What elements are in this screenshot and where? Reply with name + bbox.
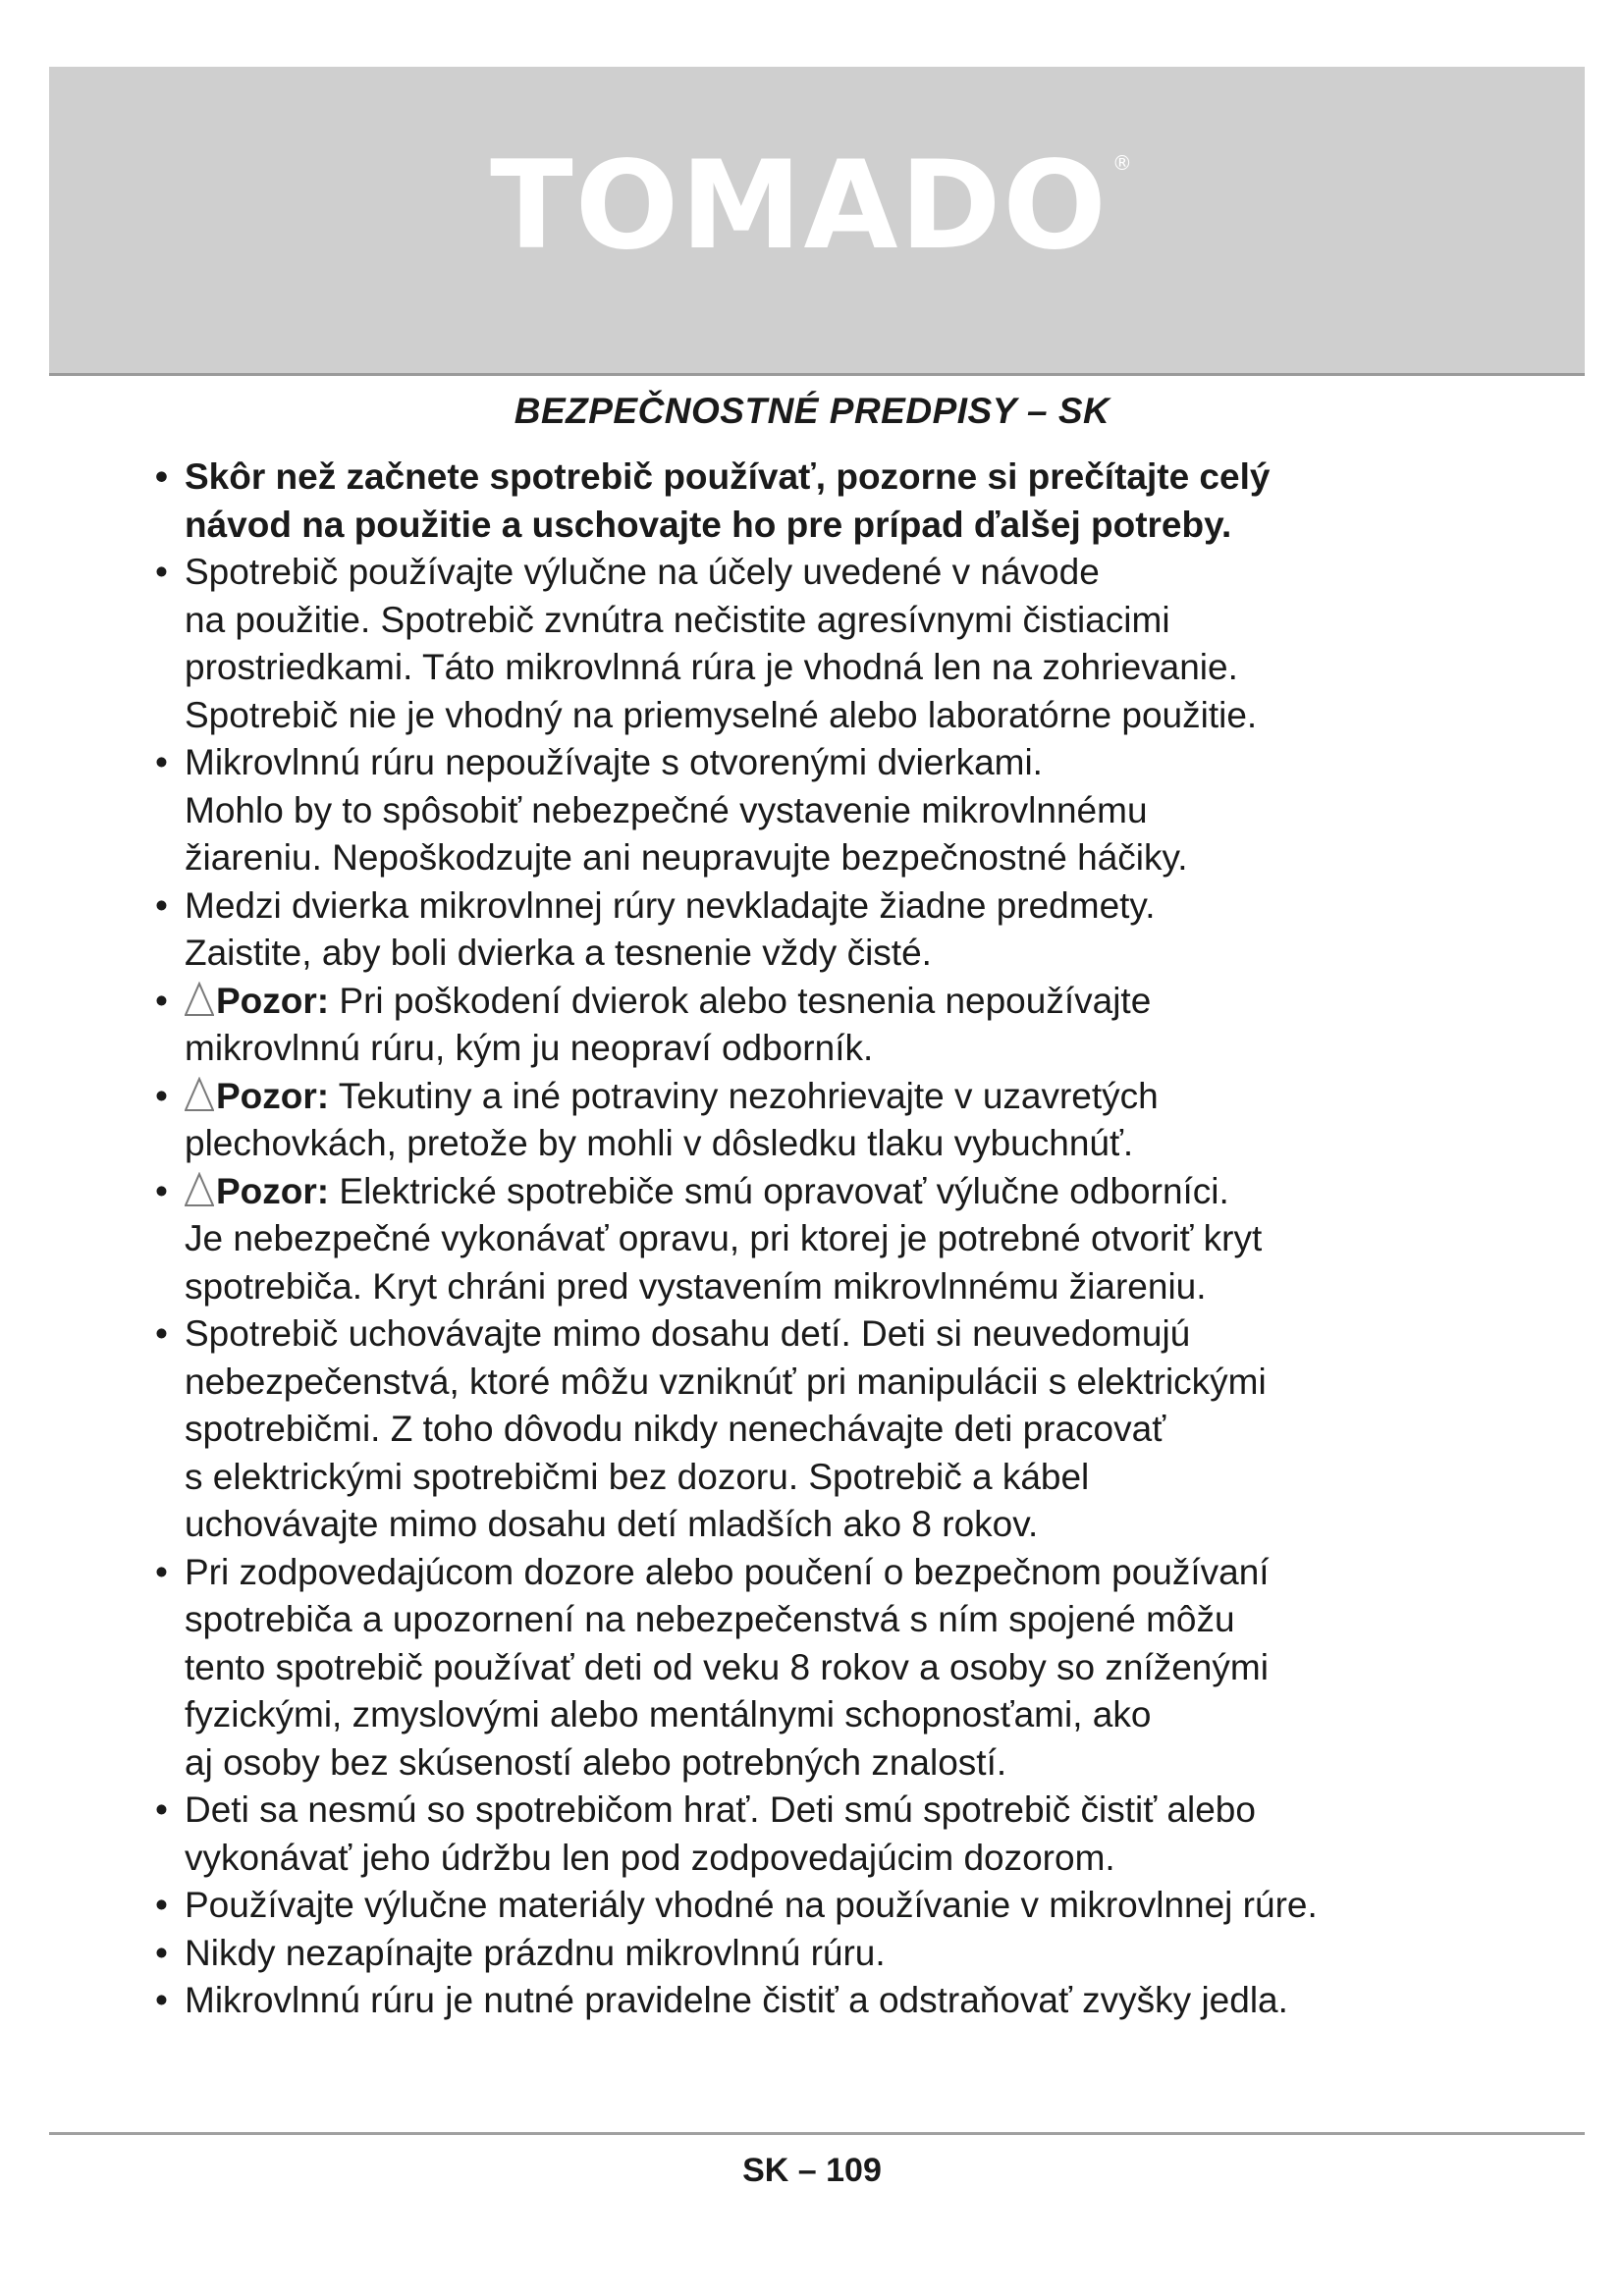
rule-line: Je nebezpečné vykonávať opravu, pri ktorej je potrebné otvoriť kryt [185,1218,1263,1258]
rule-line: spotrebičmi. Z toho dôvodu nikdy nenechávajte deti pracovať [185,1409,1166,1449]
warning-label: Pozor: [216,1170,330,1211]
rule-line: na použitie. Spotrebič zvnútra nečistite agresívnymi čistiacimi [185,599,1170,640]
page-number: SK – 109 [742,2152,882,2189]
bullet: • [155,1789,168,1830]
rule-line: Elektrické spotrebiče smú opravovať výlučne odborníci. [339,1170,1229,1211]
rule-line: Nikdy nezapínajte prázdnu mikrovlnnú rúru. [185,1932,886,1973]
rule-line: Mikrovlnnú rúru nepoužívajte s otvorenými dvierkami. [185,742,1043,782]
bullet: • [155,456,168,497]
bullet: • [155,1170,168,1211]
rule-item-warning [155,1168,1549,1311]
rule-line: Deti sa nesmú so spotrebičom hrať. Deti smú spotrebič čistiť alebo [185,1789,1256,1830]
rule-line: Pri poškodení dvierok alebo tesnenia nepoužívajte [339,980,1152,1021]
rule-line: Mohlo by to spôsobiť nebezpečné vystavenie mikrovlnnému [185,789,1148,830]
rule-line: plechovkách, pretože by mohli v dôsledku tlaku vybuchnúť. [185,1123,1134,1163]
bullet: • [155,1980,168,2020]
warning-label: Pozor: [216,980,330,1021]
bullet: • [155,1075,168,1116]
rule-item [155,1310,1549,1549]
footer-divider [49,2132,1585,2135]
rule-item [155,454,1549,549]
safety-rules-list [155,454,1549,2025]
bullet: • [155,980,168,1021]
rule-line: mikrovlnnú rúru, kým ju neopraví odborník. [185,1028,874,1068]
rule-line: Tekutiny a iné potraviny nezohrievajte v uzavretých [338,1075,1159,1116]
warning-triangle-icon [185,1077,214,1112]
rule-item [155,1787,1549,1882]
brand-logo [0,135,1624,277]
rule-line: s elektrickými spotrebičmi bez dozoru. Spotrebič a kábel [185,1456,1090,1497]
rule-item [155,1930,1549,1978]
rule-line: Zaistite, aby boli dvierka a tesnenie vždy čisté. [185,933,932,973]
rule-line: Používajte výlučne materiály vhodné na používanie v mikrovlnnej rúre. [185,1885,1318,1925]
rule-line: Spotrebič uchovávajte mimo dosahu detí. Deti si neuvedomujú [185,1313,1191,1354]
rule-line: Spotrebič nie je vhodný na priemyselné alebo laboratórne použitie. [185,694,1258,735]
rule-line: uchovávajte mimo dosahu detí mladších ako 8 rokov. [185,1504,1039,1544]
bullet: • [155,1313,168,1354]
warning-triangle-icon [185,1172,214,1207]
rule-line: Skôr než začnete spotrebič používať, pozorne si prečítajte celý [185,456,1271,497]
rule-item [155,549,1549,739]
rule-item-warning [155,1073,1549,1168]
rule-line: Pri zodpovedajúcom dozore alebo poučení o bezpečnom používaní [185,1551,1270,1592]
warning-label: Pozor: [216,1075,330,1116]
rule-line: Mikrovlnnú rúru je nutné pravidelne čistiť a odstraňovať zvyšky jedla. [185,1980,1288,2020]
rule-item [155,1882,1549,1930]
rule-item [155,882,1549,978]
rule-line: fyzickými, zmyslovými alebo mentálnymi schopnosťami, ako [185,1694,1152,1735]
rule-line: tento spotrebič používať deti od veku 8 rokov a osoby so zníženými [185,1646,1269,1687]
bullet: • [155,1885,168,1925]
rule-line: spotrebiča. Kryt chráni pred vystavením mikrovlnnému žiareniu. [185,1265,1207,1307]
rule-line: návod na použitie a uschovajte ho pre prípad ďalšej potreby. [185,504,1232,545]
rule-line: Medzi dvierka mikrovlnnej rúry nevkladajte žiadne predmety. [185,884,1156,926]
warning-triangle-icon [185,982,214,1017]
rule-line: aj osoby bez skúseností alebo potrebných znalostí. [185,1741,1007,1783]
bullet: • [155,552,168,592]
rule-line: Spotrebič používajte výlučne na účely uvedené v návode [185,552,1100,592]
rule-item-warning [155,978,1549,1073]
bullet: • [155,742,168,782]
bullet: • [155,1551,168,1592]
rule-line: prostriedkami. Táto mikrovlnná rúra je vhodná len na zohrievanie. [185,647,1238,687]
bullet: • [155,884,168,926]
rule-line: nebezpečenstvá, ktoré môžu vzniknúť pri manipulácii s elektrickými [185,1361,1267,1402]
page-title: BEZPEČNOSTNÉ PREDPISY – SK [514,391,1110,431]
bullet: • [155,1932,168,1973]
rule-line: spotrebiča a upozornení na nebezpečenstvá s ním spojené môžu [185,1599,1235,1639]
rule-item [155,1549,1549,1788]
rule-line: vykonávať jeho údržbu len pod zodpovedajúcim dozorom. [185,1837,1115,1878]
rule-line: žiareniu. Nepoškodzujte ani neupravujte bezpečnostné háčiky. [185,837,1188,878]
rule-item [155,1977,1549,2025]
brand-name: TOMADO [490,135,1109,277]
rule-item [155,739,1549,882]
registered-mark: ® [1111,151,1134,175]
